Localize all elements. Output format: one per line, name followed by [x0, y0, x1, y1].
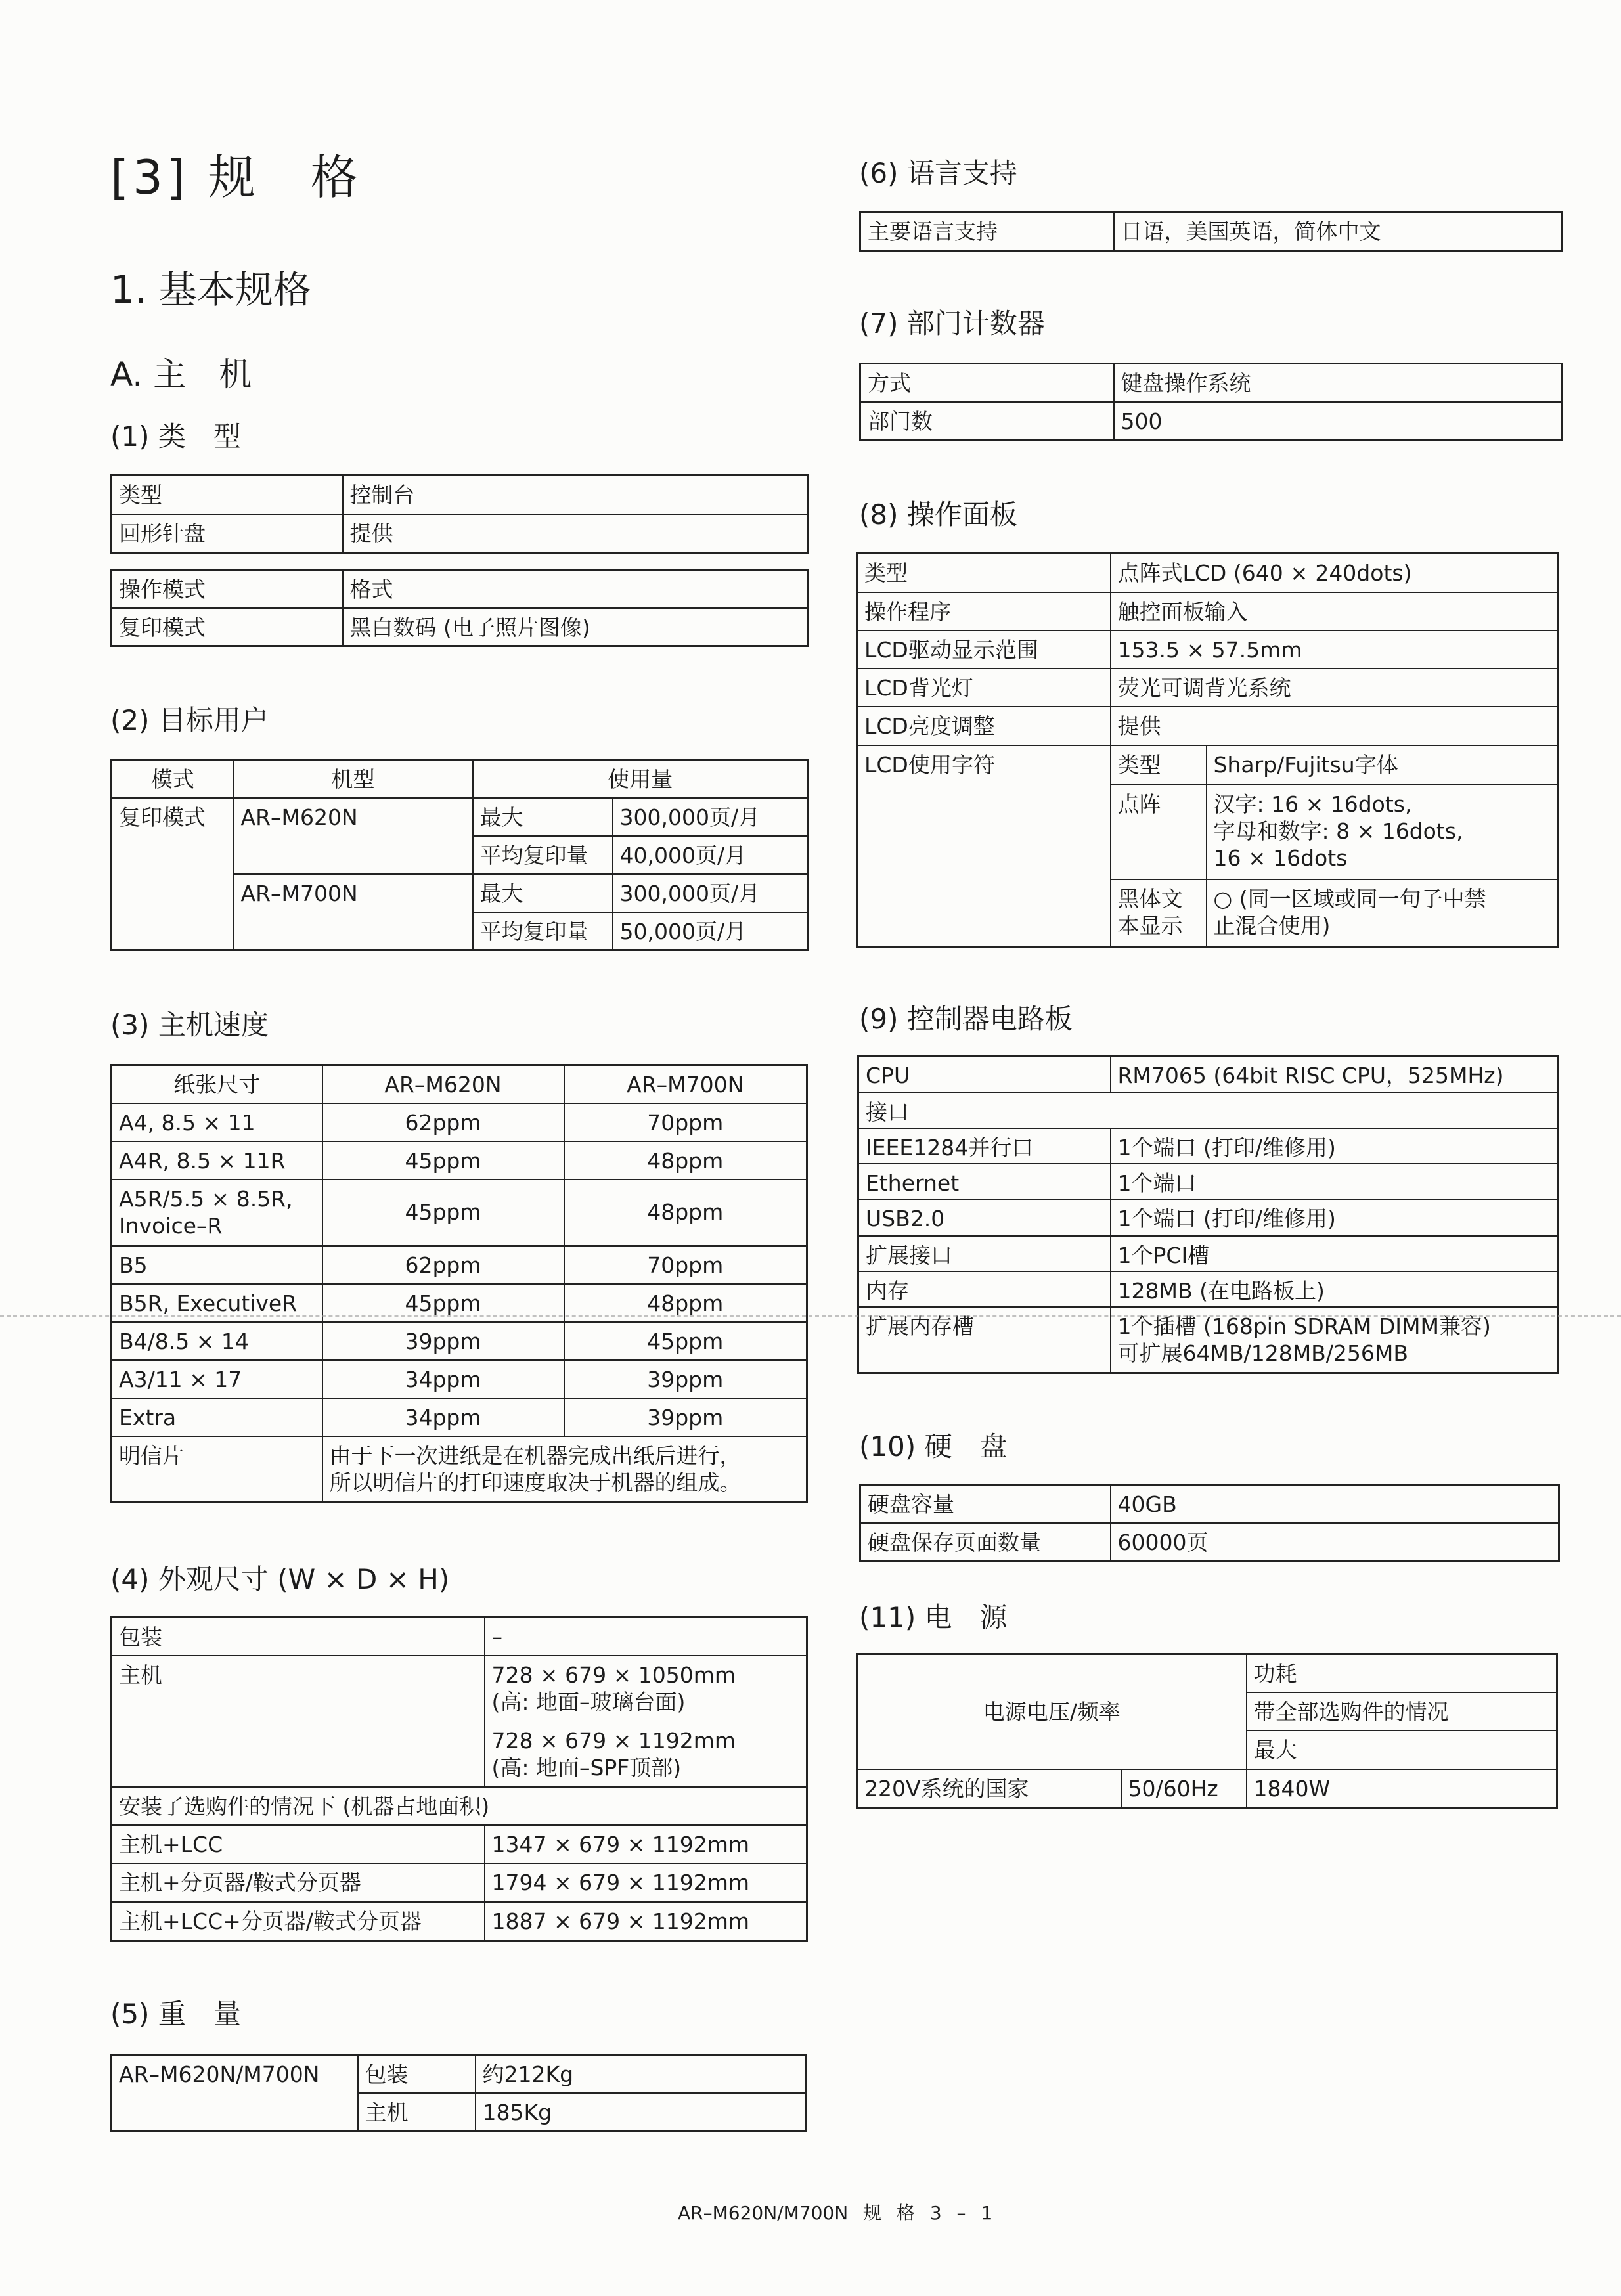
dimension-label: 主机+LCC	[112, 1825, 485, 1863]
sub-label	[1111, 879, 1207, 947]
spec-value: 荧光可调背光系统	[1111, 669, 1559, 707]
dimension-label: 主机	[112, 1656, 485, 1787]
bold-value-line: ○ (同一区域或同一句子中禁	[1213, 885, 1486, 912]
usage-label: 最大	[473, 874, 613, 912]
spec-label: 方式	[860, 364, 1114, 402]
target-users-heading: (2) 目标用户	[110, 704, 269, 736]
spec-value: 60000页	[1111, 1523, 1559, 1562]
speed-m700n: 70ppm	[564, 1246, 807, 1284]
bold-label-line: 本显示	[1117, 912, 1183, 938]
language-heading: (6) 语言支持	[859, 157, 1017, 189]
sub-value: Sharp/Fujitsu字体	[1207, 745, 1559, 785]
spec-label: 主要语言支持	[860, 212, 1114, 252]
memory-slot-line: 1个插槽 (168pin SDRAM DIMM兼容)	[1117, 1313, 1491, 1339]
memory-slot-line: 可扩展64MB/128MB/256MB	[1117, 1340, 1409, 1366]
spec-value: 提供	[343, 514, 809, 553]
spec-label: Ethernet	[858, 1164, 1111, 1199]
dimension-block	[492, 1662, 800, 1716]
paper-size: Extra	[112, 1398, 322, 1436]
column-header-m700n: AR–M700N	[564, 1065, 807, 1103]
paper-size-line: A5R/5.5 × 8.5R,	[119, 1185, 293, 1212]
sub-value	[1207, 785, 1559, 879]
weight-label: 包装	[358, 2055, 476, 2093]
department-counter-heading: (7) 部门计数器	[859, 307, 1045, 340]
paper-size-line: Invoice–R	[119, 1212, 223, 1239]
controller-board-heading: (9) 控制器电路板	[859, 1003, 1073, 1035]
spec-label: 回形针盘	[112, 514, 343, 553]
spec-value: 黑白数码 (电子照片图像)	[343, 608, 809, 646]
spec-label: 操作模式	[112, 570, 343, 608]
paper-size: 明信片	[112, 1436, 322, 1503]
type-table	[110, 474, 809, 554]
dimension-block	[492, 1727, 800, 1782]
lcd-font-label: LCD使用字符	[857, 745, 1111, 947]
power-region: 220V系统的国家	[857, 1769, 1121, 1809]
speed-m700n: 70ppm	[564, 1103, 807, 1141]
mode-cell: 复印模式	[112, 798, 234, 950]
paper-size: A3/11 × 17	[112, 1360, 322, 1398]
spec-value: 提供	[1111, 707, 1559, 745]
spec-label: 类型	[857, 554, 1111, 592]
speed-m700n: 39ppm	[564, 1398, 807, 1436]
power-table	[856, 1653, 1558, 1809]
paper-size	[112, 1180, 322, 1246]
dimension-label: 主机+分页器/鞍式分页器	[112, 1863, 485, 1902]
sub-label: 类型	[1111, 745, 1207, 785]
dimension-label: 主机+LCC+分页器/鞍式分页器	[112, 1902, 485, 1941]
speed-m620n: 62ppm	[322, 1246, 564, 1284]
options-caption: 安装了选购件的情况下 (机器占地面积)	[112, 1787, 807, 1825]
postcard-note	[322, 1436, 807, 1503]
dimension-note: (高: 地面–SPF顶部)	[491, 1755, 682, 1781]
speed-m620n: 45ppm	[322, 1180, 564, 1246]
dimension-value: –	[485, 1618, 807, 1656]
model-cell: AR–M700N	[234, 874, 473, 950]
weight-label: 主机	[358, 2093, 476, 2131]
model-cell: AR–M620N	[234, 798, 473, 874]
spec-value: 1个PCI槽	[1111, 1236, 1559, 1271]
spec-label: 部门数	[860, 402, 1114, 441]
spec-value: 日语，美国英语，简体中文	[1114, 212, 1562, 252]
dimension-size: 728 × 679 × 1192mm	[491, 1728, 736, 1754]
dots-line: 汉字: 16 × 16dots,	[1213, 791, 1412, 817]
speed-m620n: 45ppm	[322, 1284, 564, 1322]
dimension-value: 1887 × 679 × 1192mm	[485, 1902, 807, 1941]
spec-label: 操作程序	[857, 592, 1111, 630]
spec-label: 类型	[112, 475, 343, 514]
spec-value: 1个端口	[1111, 1164, 1559, 1199]
spec-value: 触控面板输入	[1111, 592, 1559, 630]
dimension-note: (高: 地面–玻璃台面)	[491, 1689, 686, 1715]
power-max: 1840W	[1247, 1769, 1557, 1809]
page-footer: AR–M620N/M700N 规 格 3 – 1	[678, 2202, 993, 2224]
consumption-header: 带全部选购件的情况	[1247, 1692, 1557, 1731]
weight-model: AR–M620N/M700N	[112, 2055, 358, 2131]
sub-label: 点阵	[1111, 785, 1207, 879]
interface-caption: 接口	[858, 1093, 1559, 1128]
sub-value	[1207, 879, 1559, 947]
spec-value: 153.5 × 57.5mm	[1111, 630, 1559, 669]
spec-label: 扩展内存槽	[858, 1307, 1111, 1373]
dimension-value	[485, 1656, 807, 1787]
speed-m620n: 34ppm	[322, 1398, 564, 1436]
weight-value: 约212Kg	[476, 2055, 806, 2093]
scan-artifact-line	[0, 1315, 1621, 1317]
column-header-usage: 使用量	[473, 760, 809, 798]
power-frequency: 50/60Hz	[1121, 1769, 1247, 1809]
power-heading: (11) 电 源	[859, 1601, 1008, 1633]
speed-m620n: 39ppm	[322, 1322, 564, 1360]
weight-value: 185Kg	[476, 2093, 806, 2131]
spec-value: 点阵式LCD (640 × 240dots)	[1111, 554, 1559, 592]
usage-value: 40,000页/月	[613, 836, 809, 874]
bold-value-line: 止混合使用)	[1213, 912, 1331, 938]
subsection-title: A. 主 机	[110, 355, 252, 393]
usage-value: 50,000页/月	[613, 912, 809, 950]
spec-value: 1个端口 (打印/维修用)	[1111, 1128, 1559, 1164]
spec-value: 500	[1114, 402, 1562, 441]
dimension-value: 1794 × 679 × 1192mm	[485, 1863, 807, 1902]
hard-disk-table	[859, 1484, 1560, 1562]
dimensions-table	[110, 1616, 808, 1942]
speed-m700n: 45ppm	[564, 1322, 807, 1360]
spec-label: LCD背光灯	[857, 669, 1111, 707]
spec-value: 1个端口 (打印/维修用)	[1111, 1199, 1559, 1236]
speed-m700n: 39ppm	[564, 1360, 807, 1398]
paper-size: B4/8.5 × 14	[112, 1322, 322, 1360]
column-header-paper-size: 纸张尺寸	[112, 1065, 322, 1103]
bold-label-line: 黑体文	[1117, 885, 1183, 912]
controller-board-table	[857, 1055, 1559, 1374]
spec-value: 格式	[343, 570, 809, 608]
speed-m620n: 62ppm	[322, 1103, 564, 1141]
usage-label: 平均复印量	[473, 836, 613, 874]
spec-value: 40GB	[1111, 1485, 1559, 1523]
speed-m700n: 48ppm	[564, 1141, 807, 1180]
spec-label: USB2.0	[858, 1199, 1111, 1236]
spec-label: CPU	[858, 1056, 1111, 1093]
usage-value: 300,000页/月	[613, 874, 809, 912]
department-counter-table	[859, 363, 1563, 441]
mode-table	[110, 569, 809, 647]
spec-label: IEEE1284并行口	[858, 1128, 1111, 1164]
spec-label: 内存	[858, 1271, 1111, 1307]
dots-line: 16 × 16dots	[1213, 845, 1348, 871]
spec-label: 硬盘保存页面数量	[860, 1523, 1111, 1562]
dimension-value: 1347 × 679 × 1192mm	[485, 1825, 807, 1863]
spec-label: 扩展接口	[858, 1236, 1111, 1271]
section-title: 1. 基本规格	[110, 267, 311, 312]
voltage-caption: 电源电压/频率	[857, 1654, 1247, 1769]
dimensions-heading: (4) 外观尺寸 (W × D × H)	[110, 1563, 450, 1595]
paper-size: B5	[112, 1246, 322, 1284]
usage-label: 最大	[473, 798, 613, 836]
operation-panel-heading: (8) 操作面板	[859, 498, 1017, 531]
spec-label: LCD驱动显示范围	[857, 630, 1111, 669]
speed-m700n: 48ppm	[564, 1180, 807, 1246]
consumption-header: 功耗	[1247, 1654, 1557, 1692]
weight-table	[110, 2054, 807, 2132]
spec-value: 控制台	[343, 475, 809, 514]
column-header-m620n: AR–M620N	[322, 1065, 564, 1103]
column-header-mode: 模式	[112, 760, 234, 798]
usage-label: 平均复印量	[473, 912, 613, 950]
speed-m620n: 45ppm	[322, 1141, 564, 1180]
spec-label: 硬盘容量	[860, 1485, 1111, 1523]
speed-m700n: 48ppm	[564, 1284, 807, 1322]
speed-heading: (3) 主机速度	[110, 1009, 269, 1041]
dimension-size: 728 × 679 × 1050mm	[491, 1662, 736, 1688]
hard-disk-heading: (10) 硬 盘	[859, 1430, 1008, 1463]
spec-value: RM7065 (64bit RISC CPU，525MHz)	[1111, 1056, 1559, 1093]
type-heading: (1) 类 型	[110, 420, 241, 453]
target-users-table	[110, 759, 809, 951]
language-table	[859, 211, 1563, 252]
chapter-title: [3] 规 格	[110, 150, 362, 205]
usage-value: 300,000页/月	[613, 798, 809, 836]
postcard-note-line: 由于下一次进纸是在机器完成出纸后进行，	[329, 1442, 742, 1468]
postcard-note-line: 所以明信片的打印速度取决于机器的组成。	[329, 1469, 742, 1495]
dimension-label: 包装	[112, 1618, 485, 1656]
paper-size: A4, 8.5 × 11	[112, 1103, 322, 1141]
consumption-header: 最大	[1247, 1731, 1557, 1769]
spec-value: 128MB (在电路板上)	[1111, 1271, 1559, 1307]
operation-panel-table	[856, 552, 1559, 948]
speed-m620n: 34ppm	[322, 1360, 564, 1398]
paper-size: B5R, ExecutiveR	[112, 1284, 322, 1322]
spec-label: LCD亮度调整	[857, 707, 1111, 745]
spec-value: 键盘操作系统	[1114, 364, 1562, 402]
spec-label: 复印模式	[112, 608, 343, 646]
dots-line: 字母和数字: 8 × 16dots,	[1213, 818, 1463, 844]
paper-size: A4R, 8.5 × 11R	[112, 1141, 322, 1180]
column-header-model: 机型	[234, 760, 473, 798]
speed-table	[110, 1064, 808, 1503]
weight-heading: (5) 重 量	[110, 1998, 241, 2030]
